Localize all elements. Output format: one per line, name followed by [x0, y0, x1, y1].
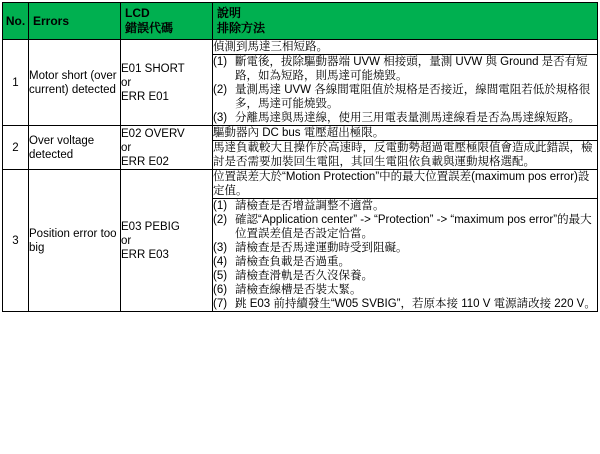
- step-item: (3) 請檢查是否馬達運動時受到阻礙。: [213, 242, 408, 254]
- step-item: (7) 跳 E03 前持續發生“W05 SVBIG”，若原本接 110 V 電源請改接 220 V。: [213, 298, 596, 310]
- step-item: (2) 量測馬達 UVW 各線間電阻值於規格是否接近，線間電阻若低於規格很多，馬達可能燒毀。: [213, 84, 591, 110]
- row-number: 3: [3, 170, 29, 312]
- step-item: (3) 分離馬達與馬達線，使用三用電表量測馬達線看是否為馬達線短路。: [213, 112, 580, 124]
- row-number: 1: [3, 40, 29, 126]
- table-header: [3, 3, 598, 40]
- table-row: [3, 40, 598, 55]
- lcd-code: E02 OVERV or ERR E02: [121, 126, 213, 170]
- error-description: 位置誤差大於“Motion Protection”中的最大位置誤差(maximum pos error)設定值。: [213, 170, 598, 199]
- table-row: [3, 170, 598, 199]
- row-number: 2: [3, 126, 29, 170]
- step-item: (4) 請檢查負載是否過重。: [213, 256, 350, 268]
- solution-text: 馬達負載較大且操作於高速時，反電動勢超過電壓極限值會造成此錯誤，檢討是否需要加裝回生電阻，其回生電阻依負載與運動規格選配。: [213, 141, 598, 170]
- error-name: Motor short (over current) detected: [29, 40, 121, 126]
- solution-steps: [213, 55, 598, 126]
- table-row: [3, 126, 598, 141]
- step-item: (1) 請檢查是否增益調整不適當。: [213, 200, 385, 212]
- step-item: (1) 斷電後，拔除驅動器端 UVW 相接頭，量測 UVW 與 Ground 是否有短路，如為短路，則馬達可能燒毀。: [213, 56, 588, 82]
- step-item: (6) 請檢查線槽是否裝太緊。: [213, 284, 362, 296]
- header-errors: Errors: [29, 3, 121, 40]
- header-lcd: LCD 錯誤代碼: [121, 3, 213, 40]
- error-name: Over voltage detected: [29, 126, 121, 170]
- error-name: Position error too big: [29, 170, 121, 312]
- lcd-code: E01 SHORT or ERR E01: [121, 40, 213, 126]
- header-no: No.: [3, 3, 29, 40]
- error-description: 驅動器內 DC bus 電壓超出極限。: [213, 126, 598, 141]
- step-item: (2) 確認“Application center” -> “Protection” -> “maximum pos error”的最大位置誤差值是否設定恰當。: [213, 214, 592, 240]
- step-item: (5) 請檢查滑軌是否久沒保養。: [213, 270, 373, 282]
- solution-steps: [213, 199, 598, 312]
- lcd-code: E03 PEBIG or ERR E03: [121, 170, 213, 312]
- error-table: [2, 2, 598, 312]
- error-description: 偵測到馬達三相短路。: [213, 40, 598, 55]
- header-description: 說明 排除方法: [213, 3, 598, 40]
